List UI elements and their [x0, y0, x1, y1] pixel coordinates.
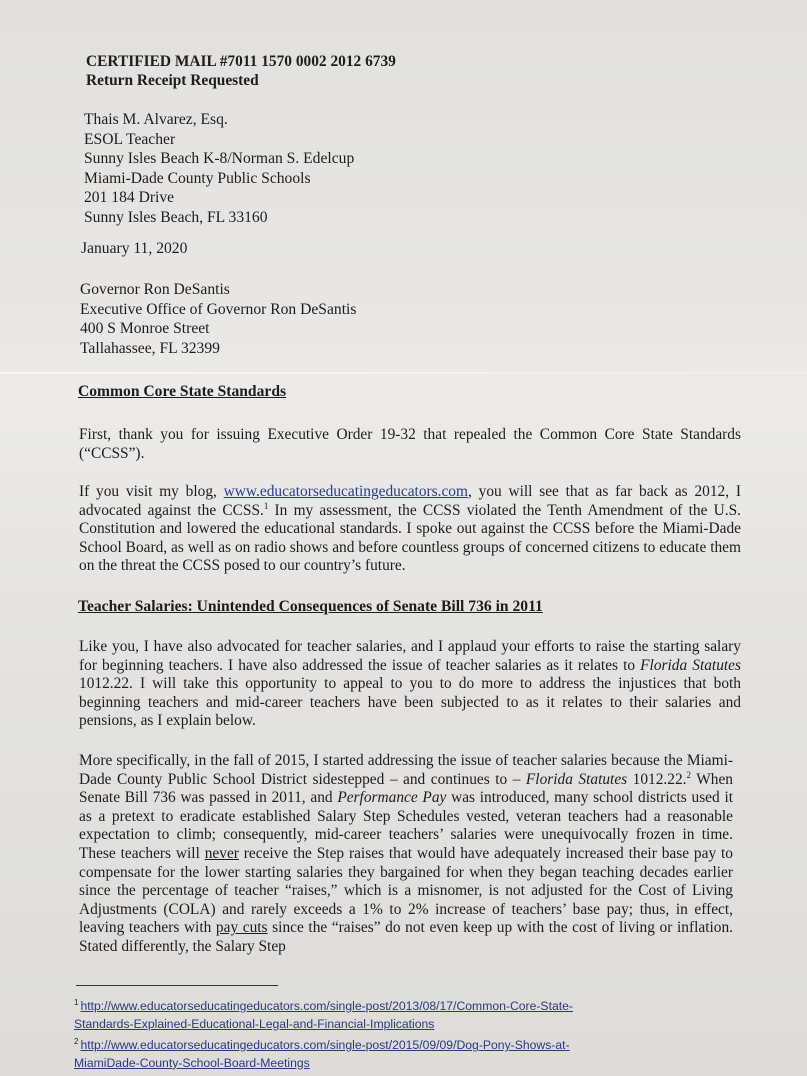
paragraph-4 — [79, 752, 733, 957]
paragraph-text: When Senate Bill 736 was passed in 2011, and — [79, 770, 733, 807]
paragraph-text: 1012.22. — [627, 770, 687, 788]
date-text: January 11, 2020 — [81, 240, 188, 257]
sender-city: Sunny Isles Beach, FL 33160 — [84, 208, 268, 226]
paragraph-text: Like you, I have also advocated for teacher salaries, and I applaud your efforts to raise the starting salary for beginning teachers. I have also addressed the issue of teacher salaries as it relates to — [79, 638, 741, 674]
footnote-2-link-cont[interactable]: MiamiDade-County-School-Board-Meetings — [74, 1055, 310, 1070]
paragraph-text: , you will see that as far back as 2012, I advocated against the CCSS. — [79, 483, 741, 519]
sender-district: Miami-Dade County Public Schools — [84, 169, 311, 187]
footnote-mark: 1 — [74, 998, 79, 1007]
sender-title: ESOL Teacher — [84, 130, 176, 148]
certified-mail-number: CERTIFIED MAIL #7011 1570 0002 2012 6739 — [86, 53, 396, 70]
paragraph-text: receive the Step raises that would have adequately increased their base pay to compensate for the lower starting salaries they bargained for when they began teaching decades earlier since the percentage of teacher “raises,” which is a misnomer, is not adjusted for the Cost of Living Adjustments (COLA) and rarely exceeds a 1% to 2% increase of teachers’ base pay; thus, in effect, leaving teachers with — [79, 844, 733, 937]
return-receipt-note: Return Receipt Requested — [86, 72, 259, 89]
paragraph-text: More specifically, in the fall of 2015, I started addressing the issue of teacher salaries because the Miami-Dade County Public School District sidestepped – and continues to – — [79, 752, 733, 788]
footnote-ref-2[interactable]: 2 — [686, 769, 692, 780]
footnote-1 — [74, 994, 734, 1016]
footnote-1-link[interactable]: http://www.educatorseducatingeducators.com/single-post/2013/08/17/Common-Core-State- — [80, 999, 573, 1013]
paragraph-text: If you visit my blog, — [79, 483, 224, 500]
footnote-2 — [74, 1033, 734, 1055]
recipient-city: Tallahassee, FL 32399 — [80, 339, 220, 357]
recipient-address — [80, 280, 742, 358]
emphasis-pay-cuts: pay cuts — [215, 919, 268, 937]
recipient-office: Executive Office of Governor Ron DeSantis — [80, 300, 357, 318]
footnote-mark: 2 — [74, 1037, 79, 1047]
paragraph-text: 1012.22. I will take this opportunity to appeal to you to do more to address the injustices that both beginning teachers and mid-career teachers have been subjected to as it relates to their salaries and pensions, as I explain below. — [79, 675, 741, 730]
statute-name: Florida Statutes — [640, 656, 741, 674]
recipient-street: 400 S Monroe Street — [80, 320, 210, 337]
paragraph-text: In my assessment, the CCSS violated the Tenth Amendment of the U.S. Constitution and lowered the educational standards. I spoke out against the CCSS before the Miami-Dade School Board, as well as on radio shows and before countless groups of concerned citizens to educate them on the threat the CCSS posed to our country’s future. — [79, 501, 741, 575]
letter-header — [86, 52, 748, 90]
letter-date — [81, 240, 743, 259]
sender-address — [84, 110, 746, 227]
section-heading-ccss — [78, 383, 740, 401]
paragraph-text: since the “raises” do not even keep up with the cost of living or inflation. Stated differently, the Salary Step — [79, 919, 733, 955]
paragraph-1: First, thank you for issuing Executive Order 19-32 that repealed the Common Core State Standards (“CCSS”). — [79, 426, 741, 462]
heading-text: Teacher Salaries: Unintended Consequences of Senate Bill 736 in 2011 — [78, 598, 543, 615]
heading-text: Common Core State Standards — [78, 383, 287, 400]
section-heading-salaries — [78, 598, 740, 616]
sender-school: Sunny Isles Beach K-8/Norman S. Edelcup — [84, 150, 355, 167]
footnotes — [74, 994, 734, 1072]
sender-name: Thais M. Alvarez, Esq. — [84, 111, 228, 128]
emphasis-never: never — [204, 844, 239, 862]
footnote-divider — [76, 985, 278, 986]
footnote-2-link[interactable]: http://www.educatorseducatingeducators.com/single-post/2015/09/09/Dog-Pony-Shows-at- — [80, 1038, 570, 1053]
recipient-name: Governor Ron DeSantis — [80, 281, 230, 298]
performance-pay-term: Performance Pay — [337, 789, 447, 807]
statute-name: Florida Statutes — [525, 770, 628, 788]
footnote-2-cont — [74, 1055, 734, 1073]
paragraph-3 — [79, 638, 741, 731]
blog-link[interactable]: www.educatorseducatingeducators.com — [223, 483, 468, 500]
sender-street: 201 184 Drive — [84, 189, 175, 206]
paragraph-2 — [79, 483, 741, 576]
paper-fold-line — [0, 372, 807, 374]
footnote-1-cont — [74, 1016, 734, 1034]
footnote-1-link-cont[interactable]: Standards-Explained-Educational-Legal-and-Financial-Implications — [74, 1016, 435, 1031]
paragraph-text: was introduced, many school districts used it as a pretext to eradicate established Salary Step Schedules vested, veteran teachers had a reasonable expectation to climb; consequently, mid-career teachers’ salaries were unequivocally frozen in time. These teachers will — [79, 789, 733, 862]
footnote-ref-1[interactable]: 1 — [263, 500, 269, 511]
